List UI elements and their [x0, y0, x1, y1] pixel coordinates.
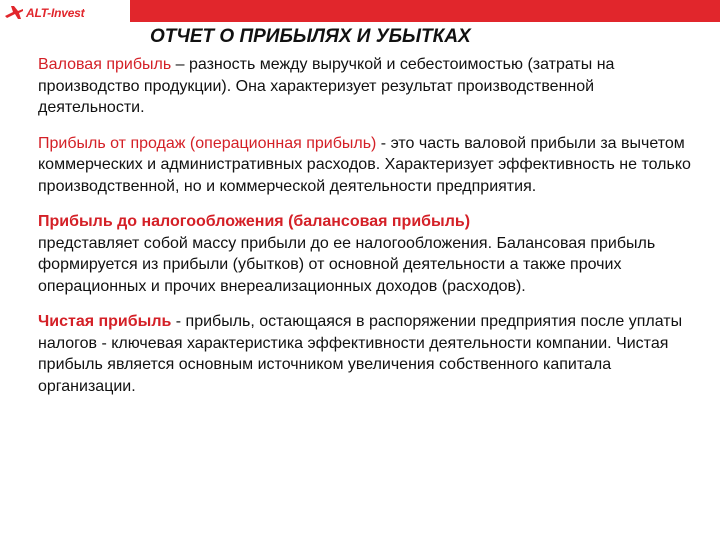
paragraph-gross-profit — [38, 54, 698, 119]
paragraph-pretax-profit — [38, 211, 698, 297]
term-net-profit: Чистая прибыль — [38, 313, 172, 330]
logo-text: ALT-Invest — [26, 6, 85, 20]
definition-text: представляет собой массу прибыли до ее налогообложения. Балансовая прибыль формируется из прибыли (убытков) от основной деятельности а также прочих операционных и прочих внереализационных доходов (расходов). — [38, 234, 656, 295]
header-bar — [0, 0, 720, 24]
term-gross-profit: Валовая прибыль — [38, 56, 172, 73]
separator: – — [171, 56, 189, 73]
paragraph-operating-profit — [38, 133, 698, 198]
page-title: ОТЧЕТ О ПРИБЫЛЯХ И УБЫТКАХ — [150, 26, 471, 47]
airplane-logo-icon — [4, 4, 24, 22]
paragraph-net-profit — [38, 311, 698, 397]
term-pretax-profit: Прибыль до налогообложения (балансовая прибыль) — [38, 213, 471, 230]
definition-text: это часть валовой прибыли за вычетом коммерческих и административных расходов. Характеризует эффективность не только производственной, но и коммерческой деятельности предприятия. — [38, 134, 691, 195]
definition-text: прибыль, остающаяся в распоряжении предприятия после уплаты налогов - ключевая характеристика эффективности деятельности компании. Чистая прибыль является основным источником увеличения собственного капитала организации. — [38, 313, 683, 395]
header-red-band — [130, 0, 720, 22]
definition-text: разность между выручкой и себестоимостью (затраты на производство продукции). Она характеризует результат производственной деятельности. — [38, 56, 615, 116]
content — [38, 54, 698, 411]
separator: - — [376, 134, 391, 152]
term-operating-profit: Прибыль от продаж (операционная прибыль) — [38, 134, 377, 152]
separator: - — [171, 313, 186, 330]
logo — [4, 3, 84, 23]
